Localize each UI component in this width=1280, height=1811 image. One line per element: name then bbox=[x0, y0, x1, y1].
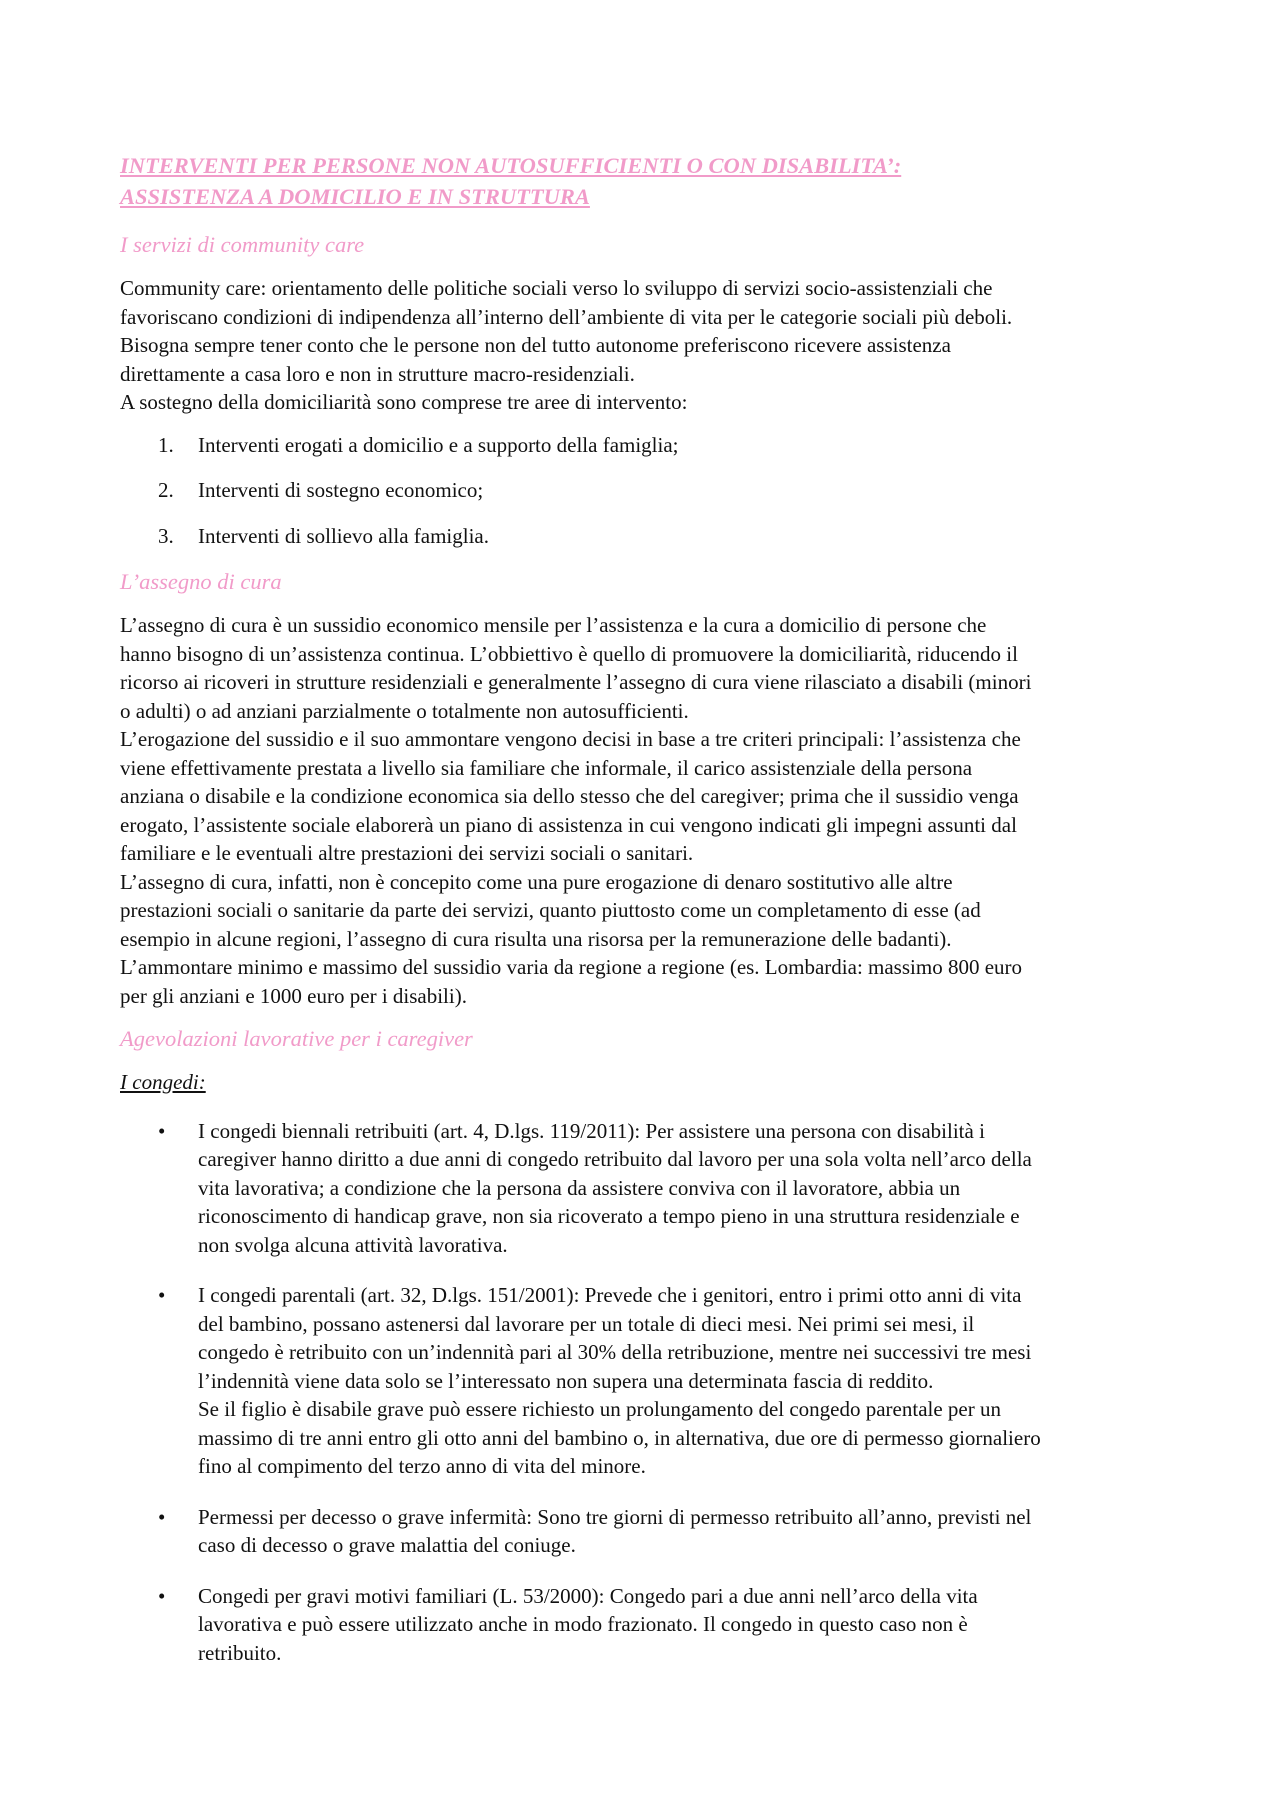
list-item bbox=[120, 522, 1160, 551]
text-line: prestazioni sociali o sanitarie da parte dei servizi, quanto piuttosto come un completamento di esse (ad bbox=[120, 898, 981, 922]
text-line: retribuito. bbox=[198, 1640, 282, 1665]
bullet-item bbox=[120, 1503, 1160, 1560]
text-line: ricorso ai ricoveri in strutture residenziali e generalmente l’assegno di cura viene rilasciato a disabili (minori bbox=[120, 670, 1032, 694]
text-line: anziana o disabile e la condizione economica sia dello stesso che del caregiver; prima che il sussidio venga bbox=[120, 784, 1019, 808]
text-line: erogato, l’assistente sociale elaborerà un piano di assistenza in cui vengono indicati gli impegni assunti dal bbox=[120, 812, 1017, 837]
text-line: hanno bisogno di un’assistenza continua. L’obbiettivo è quello di promuovere la domiciliarità, riducendo il bbox=[120, 641, 1018, 666]
text-line: L’ammontare minimo e massimo del sussidio varia da regione a regione (es. Lombardia: massimo 800 euro bbox=[120, 955, 1023, 979]
text-line: familiare e le eventuali altre prestazioni dei servizi sociali o sanitari. bbox=[120, 841, 694, 865]
text-line: riconoscimento di handicap grave, non sia ricoverato a tempo pieno in una struttura residenziale e bbox=[198, 1204, 1020, 1228]
text-line: caregiver hanno diritto a due anni di congedo retribuito dal lavoro per una sola volta nell’arco della bbox=[198, 1147, 1032, 1171]
text-line: viene effettivamente prestata a livello sia familiare che informale, il carico assistenziale della persona bbox=[120, 755, 973, 780]
bullet-icon: • bbox=[158, 1504, 166, 1529]
text-line: L’assegno di cura è un sussidio economico mensile per l’assistenza e la cura a domicilio di persone che bbox=[120, 613, 987, 637]
text-line: I congedi parentali (art. 32, D.lgs. 151/2001): Prevede che i genitori, entro i primi otto anni di vita bbox=[198, 1283, 1022, 1307]
list-item-text: Interventi erogati a domicilio e a supporto della famiglia; bbox=[198, 432, 679, 457]
list-number: 3. bbox=[158, 523, 174, 548]
text-line: del bambino, possano astenersi dal lavorare per un totale di dieci mesi. Nei primi sei mesi, il bbox=[198, 1311, 975, 1336]
text-line: Permessi per decesso o grave infermità: Sono tre giorni di permesso retribuito all’anno, previsti nel bbox=[198, 1504, 1032, 1529]
list-number: 1. bbox=[158, 432, 174, 457]
text-line: Se il figlio è disabile grave può essere richiesto un prolungamento del congedo parentale per un bbox=[198, 1397, 1001, 1421]
text-line: direttamente a casa loro e non in strutture macro-residenziali. bbox=[120, 361, 635, 386]
bullet-item bbox=[120, 1582, 1160, 1668]
section-heading-community-care: I servizi di community care bbox=[120, 232, 365, 257]
text-line: Bisogna sempre tener conto che le persone non del tutto autonome preferiscono ricevere assistenza bbox=[120, 333, 951, 357]
numbered-list-interventi bbox=[120, 431, 1160, 551]
text-line: caso di decesso o grave malattia del coniuge. bbox=[198, 1533, 576, 1557]
text-line: non svolga alcuna attività lavorativa. bbox=[198, 1232, 508, 1257]
list-number: 2. bbox=[158, 478, 174, 502]
text-line: congedo è retribuito con un’indennità pari al 30% della retribuzione, mentre nei successivi tre mesi bbox=[198, 1340, 1032, 1364]
text-line: Congedi per gravi motivi familiari (L. 53/2000): Congedo pari a due anni nell’arco della vita bbox=[198, 1583, 978, 1608]
text-line: A sostegno della domiciliarità sono comprese tre aree di intervento: bbox=[120, 390, 688, 414]
title-line-2: ASSISTENZA A DOMICILIO E IN STRUTTURA bbox=[120, 184, 590, 209]
bullet-icon: • bbox=[158, 1583, 166, 1608]
title-line-1: INTERVENTI PER PERSONE NON AUTOSUFFICIENTI O CON DISABILITA’: bbox=[120, 153, 902, 178]
text-line: l’indennità viene data solo se l’interessato non supera una determinata fascia di reddito. bbox=[198, 1368, 934, 1393]
text-line: massimo di tre anni entro gli otto anni del bambino o, in alternativa, due ore di permesso giornaliero bbox=[198, 1425, 1041, 1450]
text-line: esempio in alcune regioni, l’assegno di cura risulta una risorsa per la remunerazione delle badanti). bbox=[120, 926, 952, 951]
text-line: o adulti) o ad anziani parzialmente o totalmente non autosufficienti. bbox=[120, 698, 689, 723]
list-item-text: Interventi di sollievo alla famiglia. bbox=[198, 523, 489, 548]
text-line: per gli anziani e 1000 euro per i disabili). bbox=[120, 983, 467, 1008]
section-heading-assegno-di-cura: L’assegno di cura bbox=[120, 569, 282, 594]
section-heading-agevolazioni: Agevolazioni lavorative per i caregiver bbox=[120, 1026, 473, 1051]
bullet-item bbox=[120, 1281, 1160, 1481]
bullet-icon: • bbox=[158, 1118, 166, 1143]
text-line: fino al compimento del terzo anno di vita del minore. bbox=[198, 1454, 646, 1478]
text-line: L’assegno di cura, infatti, non è concepito come una pure erogazione di denaro sostitutivo alle altre bbox=[120, 869, 953, 894]
bullet-list-congedi bbox=[120, 1117, 1160, 1668]
document-page bbox=[120, 150, 1160, 1689]
paragraph-assegno-di-cura bbox=[120, 611, 1160, 1010]
text-line: vita lavorativa; a condizione che la persona da assistere conviva con il lavoratore, abbia un bbox=[198, 1175, 961, 1200]
text-line: Community care: orientamento delle politiche sociali verso lo sviluppo di servizi socio-assistenziali che bbox=[120, 276, 993, 300]
text-line: favoriscano condizioni di indipendenza all’interno dell’ambiente di vita per le categorie sociali più deboli. bbox=[120, 304, 1013, 329]
paragraph-community-care bbox=[120, 274, 1160, 417]
bullet-icon: • bbox=[158, 1283, 166, 1307]
list-item bbox=[120, 431, 1160, 460]
bullet-item bbox=[120, 1117, 1160, 1260]
list-item bbox=[120, 476, 1160, 505]
text-line: L’erogazione del sussidio e il suo ammontare vengono decisi in base a tre criteri principali: l’assistenza che bbox=[120, 727, 1021, 751]
document-title bbox=[120, 150, 1160, 212]
text-line: I congedi biennali retribuiti (art. 4, D.lgs. 119/2011): Per assistere una persona con disabilità i bbox=[198, 1118, 985, 1143]
list-item-text: Interventi di sostegno economico; bbox=[198, 478, 484, 502]
subheading-congedi: I congedi: bbox=[120, 1070, 206, 1094]
text-line: lavorativa e può essere utilizzato anche in modo frazionato. Il congedo in questo caso non è bbox=[198, 1612, 968, 1636]
